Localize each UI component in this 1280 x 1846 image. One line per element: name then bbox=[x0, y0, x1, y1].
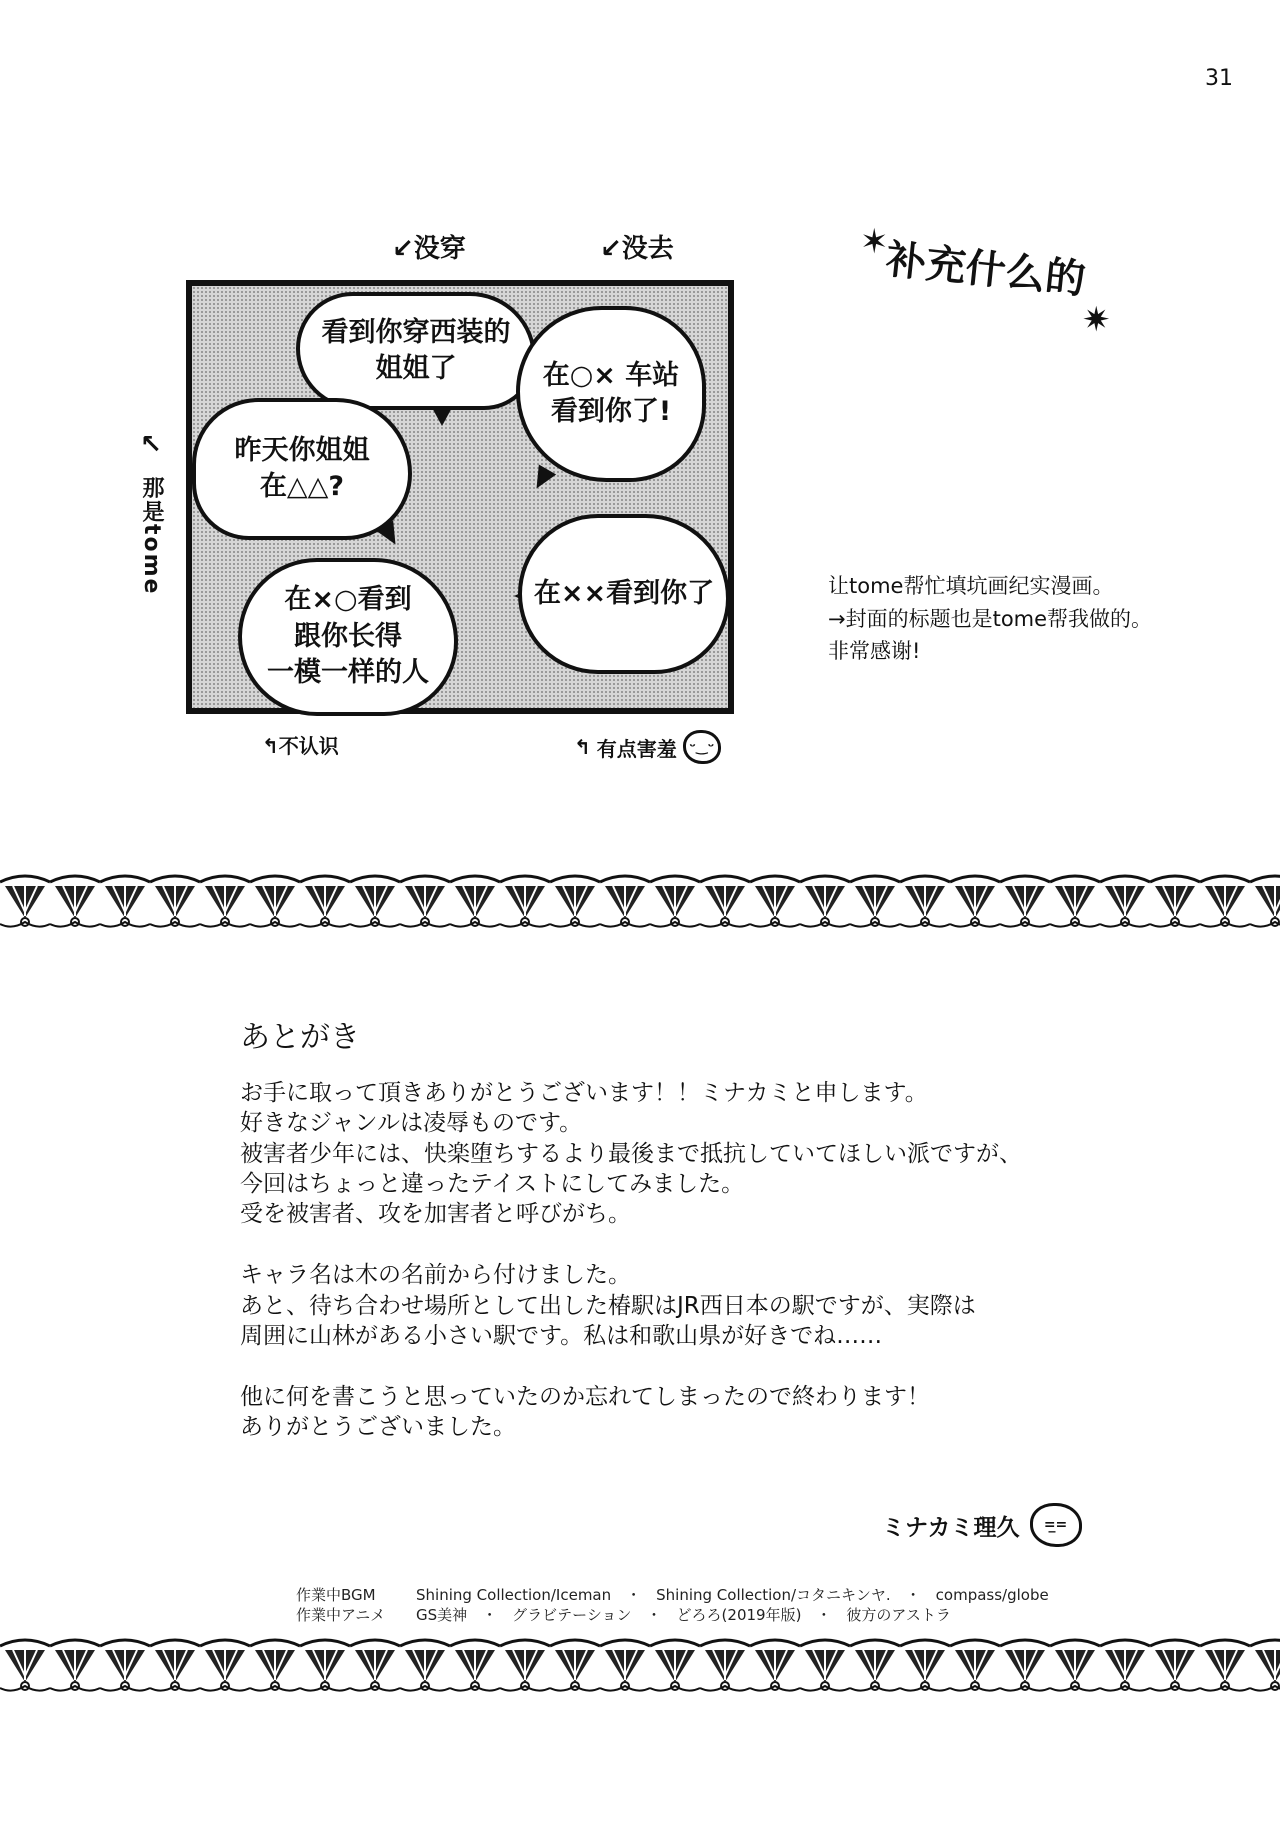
note-top-left-text: 没穿 bbox=[413, 234, 466, 264]
credits-anime-label: 作業中アニメ bbox=[296, 1606, 386, 1624]
arrow-icon: ↖ bbox=[140, 430, 162, 460]
lace-border-bottom bbox=[0, 1636, 1280, 1696]
credits-anime bbox=[296, 1604, 951, 1625]
arrow-icon: ↙ bbox=[600, 234, 622, 264]
speech-bubble: 在×○看到 跟你长得 一模一样的人 bbox=[238, 558, 458, 716]
speech-bubble: 在○× 车站 看到你了! bbox=[516, 306, 706, 482]
lace-border-top bbox=[0, 872, 1280, 932]
page-number: 31 bbox=[1205, 66, 1233, 91]
speech-bubble: 在××看到你了 bbox=[518, 514, 730, 674]
credits-anime-text: GS美神 ・ グラビテーション ・ どろろ(2019年版) ・ 彼方のアストラ bbox=[416, 1606, 951, 1624]
credits-bgm-label: 作業中BGM bbox=[296, 1586, 376, 1604]
signature bbox=[882, 1503, 1082, 1547]
arrow-icon: ↰ bbox=[262, 734, 279, 758]
afterword-body: お手に取って頂きありがとうございます！！ミナカミと申します。 好きなジャンルは凌辱ものです。 被害者少年には、快楽堕ちするより最後まで抵抗していてほしい派ですが、 今回はちょっと違ったテイストにしてみました。 受を被害者、攻を加害者と呼びがち。 キャラ名は木の名前から付けました。 あと、待ち合わせ場所として出した椿駅はJR西日本の駅ですが、実際は 周囲に山林がある小さい駅です。私は和歌山県が好きでね…… 他に何を書こうと思っていたのか忘れてしまったので終わります！ ありがとうございました。 bbox=[240, 1080, 1022, 1440]
arrow-icon: ↙ bbox=[392, 234, 414, 264]
note-top-right-text: 没去 bbox=[621, 234, 674, 264]
signature-name: ミナカミ理久 bbox=[882, 1514, 1020, 1541]
credits-bgm-text: Shining Collection/Iceman ・ Shining Collection/コタニキンヤ. ・ compass/globe bbox=[416, 1586, 1049, 1604]
note-bottom-right-text: 有点害羞 bbox=[596, 736, 677, 761]
speech-bubble: 昨天你姐姐 在△△? bbox=[192, 398, 412, 540]
note-left-vertical: 那是tome bbox=[139, 476, 164, 596]
smiley-face-icon: ᵕ‿ᵕ bbox=[683, 730, 721, 764]
spark-icon: ✶ bbox=[860, 222, 889, 262]
spark-icon: ✷ bbox=[1082, 300, 1111, 340]
note-top-left bbox=[392, 228, 466, 265]
side-note: 让tome帮忙填坑画纪实漫画。 →封面的标题也是tome帮我做的。 非常感谢! bbox=[828, 574, 1153, 664]
smiley-face-icon: =̲= bbox=[1030, 1503, 1082, 1547]
speech-bubble: 看到你穿西装的 姐姐了 bbox=[296, 292, 536, 410]
note-top-right bbox=[600, 228, 674, 265]
comic-panel bbox=[186, 280, 734, 714]
handwritten-title: 补充什么的 bbox=[883, 236, 1088, 304]
note-bottom-left bbox=[262, 730, 339, 759]
afterword-title: あとがき bbox=[240, 1020, 360, 1055]
note-bottom-right bbox=[574, 730, 721, 764]
note-bottom-left-text: 不认识 bbox=[278, 734, 339, 758]
speech-tail bbox=[528, 464, 556, 493]
arrow-icon: ↰ bbox=[574, 735, 591, 759]
credits-bgm bbox=[296, 1584, 1049, 1605]
